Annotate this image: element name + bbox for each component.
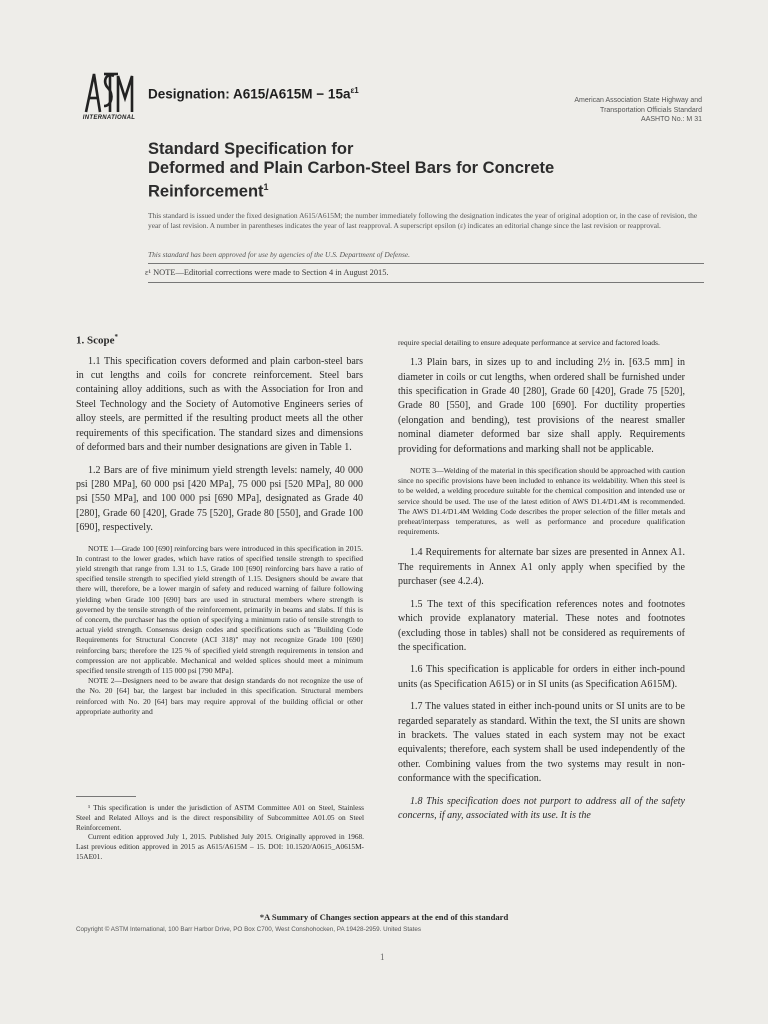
title-footnote-mark: 1 bbox=[263, 182, 269, 192]
left-column bbox=[76, 333, 363, 717]
designation-epsilon: ε1 bbox=[350, 86, 359, 95]
footnote-1: ¹ This specification is under the jurisdiction of ASTM Committee A01 on Steel, Stainless Steel and Related Alloys and is the direct responsibility of Subcommittee A01.05 on Steel Reinforcement. bbox=[76, 803, 364, 832]
issue-statement: This standard is issued under the fixed designation A615/A615M; the number immediately following the designation indicates the year of original adoption or, in the case of revision, the year of last revision. A number in parentheses indicates the year of last reapproval. A superscript epsilon (ε) indicates an editorial change since the last revision or reapproval. bbox=[148, 211, 698, 230]
paragraph-1-8: 1.8 This specification does not purport to address all of the safety concerns, if any, associated with its use. It is the bbox=[398, 795, 685, 821]
editorial-note: ε¹ NOTE—Editorial corrections were made to Section 4 in August 2015. bbox=[145, 268, 389, 277]
dod-approval-note: This standard has been approved for use by agencies of the U.S. Department of Defense. bbox=[148, 250, 410, 259]
logo-wordmark: INTERNATIONAL bbox=[82, 115, 136, 121]
paragraph-1-2: 1.2 Bars are of five minimum yield strength levels: namely, 40 000 psi [280 MPa], 60 000 psi [420 MPa], 75 000 psi [520 MPa], 80 000 psi [550 MPa], and 100 000 psi [690 MPa], designated as Grade 40 [280], Grade 60 [420], Grade 75 [520], Grade 80 [550], and Grade 100 [690], respectively. bbox=[76, 464, 363, 534]
note-1: NOTE 1—Grade 100 [690] reinforcing bars were introduced in this specification in 2015. In contrast to the lower grades, which have ratios of specified tensile strength to specified yield strength that range from 1.31 to 1.5, Grade 100 [690] reinforcing bars have a ratio of specified tensile strength to specified yield strength of 1.15. Designers should be aware that there will, therefore, be a lower margin of safety and reduced warning of failure following yielding when Grade 100 [690] bars are used in structural members where strength is governed by the tensile strength of the reinforcement, primarily in beams and slabs. If this is of concern, the purchaser has the option of specifying a minimum ratio of tensile strength to actual yield strength. Consensus design codes and specifications such as "Building Code Requirements for Structural Concrete (ACI 318)" may not recognize Grade 100 [690] reinforcing bars; therefore the 125 % of specified yield strength requirements in tension and compression are not applicable. Mechanical and welded splices should meet a minimum specified tensile strength of 115 000 psi [790 MPa]. bbox=[76, 543, 363, 675]
page-number: 1 bbox=[380, 952, 385, 962]
title-line-1: Standard Specification for bbox=[148, 140, 354, 158]
aashto-reference bbox=[540, 96, 702, 125]
astm-logo bbox=[80, 68, 138, 124]
document-title bbox=[148, 140, 618, 202]
divider bbox=[148, 263, 704, 264]
aashto-line-3: AASHTO No.: M 31 bbox=[641, 116, 702, 123]
paragraph-1-5: 1.5 The text of this specification references notes and footnotes which provide explanatory material. These notes and footnotes (excluding those in tables) shall not be considered as requirements of the specification. bbox=[398, 598, 685, 653]
title-line-2: Deformed and Plain Carbon-Steel Bars for Concrete bbox=[148, 159, 555, 177]
summary-of-changes-notice: *A Summary of Changes section appears at the end of this standard bbox=[259, 912, 509, 922]
footnote-divider bbox=[76, 796, 136, 797]
paragraph-1-1: 1.1 This specification covers deformed and plain carbon-steel bars in cut lengths and coils for concrete reinforcement. Steel bars containing alloy additions, such as with the Association for Iron and Steel Technology and the Society of Automotive Engineers series of alloy steels, are permitted if the resulting product meets all the other requirements of this specification. The standard sizes and dimensions of deformed bars and their number designations are given in Table 1. bbox=[76, 355, 363, 454]
aashto-line-2: Transportation Officials Standard bbox=[600, 106, 702, 114]
title-line-3: Reinforcement bbox=[148, 182, 264, 201]
paragraph-1-6: 1.6 This specification is applicable for orders in either inch-pound units (as Specification A615) or in SI units (as Specification A615M). bbox=[398, 664, 685, 690]
paragraph-1-4: 1.4 Requirements for alternate bar sizes are presented in Annex A1. The requirements in Annex A1 only apply when specified by the purchaser (see 4.2.4). bbox=[398, 547, 685, 588]
note-2-continued: require special detailing to ensure adequate performance at service and factored loads. bbox=[398, 338, 660, 347]
footnotes bbox=[76, 803, 364, 862]
designation-text: Designation: A615/A615M − 15a bbox=[148, 86, 351, 102]
astm-logo-mark-icon bbox=[80, 68, 138, 116]
footnote-edition: Current edition approved July 1, 2015. Published July 2015. Originally approved in 1968. Last previous edition approved in 2015 as A615/A615M – 15. DOI: 10.1520/A0615_A0615M-15AE01. bbox=[76, 832, 364, 861]
right-column bbox=[398, 338, 685, 823]
note-2: NOTE 2—Designers need to be aware that design standards do not recognize the use of the No. 20 [64] bar, the largest bar included in this specification. Structural members reinforced with No. 20 [64] bars may require approval of the building official or other appropriate authority and bbox=[76, 676, 363, 716]
section-heading-scope bbox=[76, 333, 363, 347]
paragraph-1-7: 1.7 The values stated in either inch-pound units or SI units are to be regarded separately as standard. Within the text, the SI units are shown in brackets. The values stated in each system may not be exact equivalents; therefore, each system shall be used independently of the other. Combining values from the two systems may result in non-conformance with the specification. bbox=[398, 701, 685, 785]
paragraph-1-3: 1.3 Plain bars, in sizes up to and including 2½ in. [63.5 mm] in diameter in coils or cut lengths, when ordered shall be furnished under this specification in Grade 40 [280], Grade 60 [420], Grade 75 [520], Grade 80 [550], and Grade 100 [690]. For ductility properties (elongation and bending), test provisions of the nearest smaller nominal diameter deformed bar size shall apply. Requirements providing for deformations and marking shall not be applicable. bbox=[398, 357, 685, 455]
scope-heading-asterisk: * bbox=[114, 333, 118, 341]
divider bbox=[148, 282, 704, 283]
copyright-line: Copyright © ASTM International, 100 Barr Harbor Drive, PO Box C700, West Conshohocken, PA 19428-2959. United States bbox=[76, 926, 421, 933]
designation bbox=[148, 86, 359, 102]
note-3: NOTE 3—Welding of the material in this specification should be approached with caution since no specific provisions have been included to enhance its weldability. When this steel is to be welded, a welding procedure suitable for the chemical composition and intended use or service should be used. The use of the latest edition of AWS D1.4/D1.4M is recommended. The AWS D1.4/D1.4M Welding Code describes the proper selection of the filler metals and preheat/interpass temperatures, as well as performance and procedure qualification requirements. bbox=[398, 466, 685, 537]
aashto-line-1: American Association State Highway and bbox=[574, 97, 702, 104]
scope-heading-text: 1. Scope bbox=[76, 334, 115, 347]
